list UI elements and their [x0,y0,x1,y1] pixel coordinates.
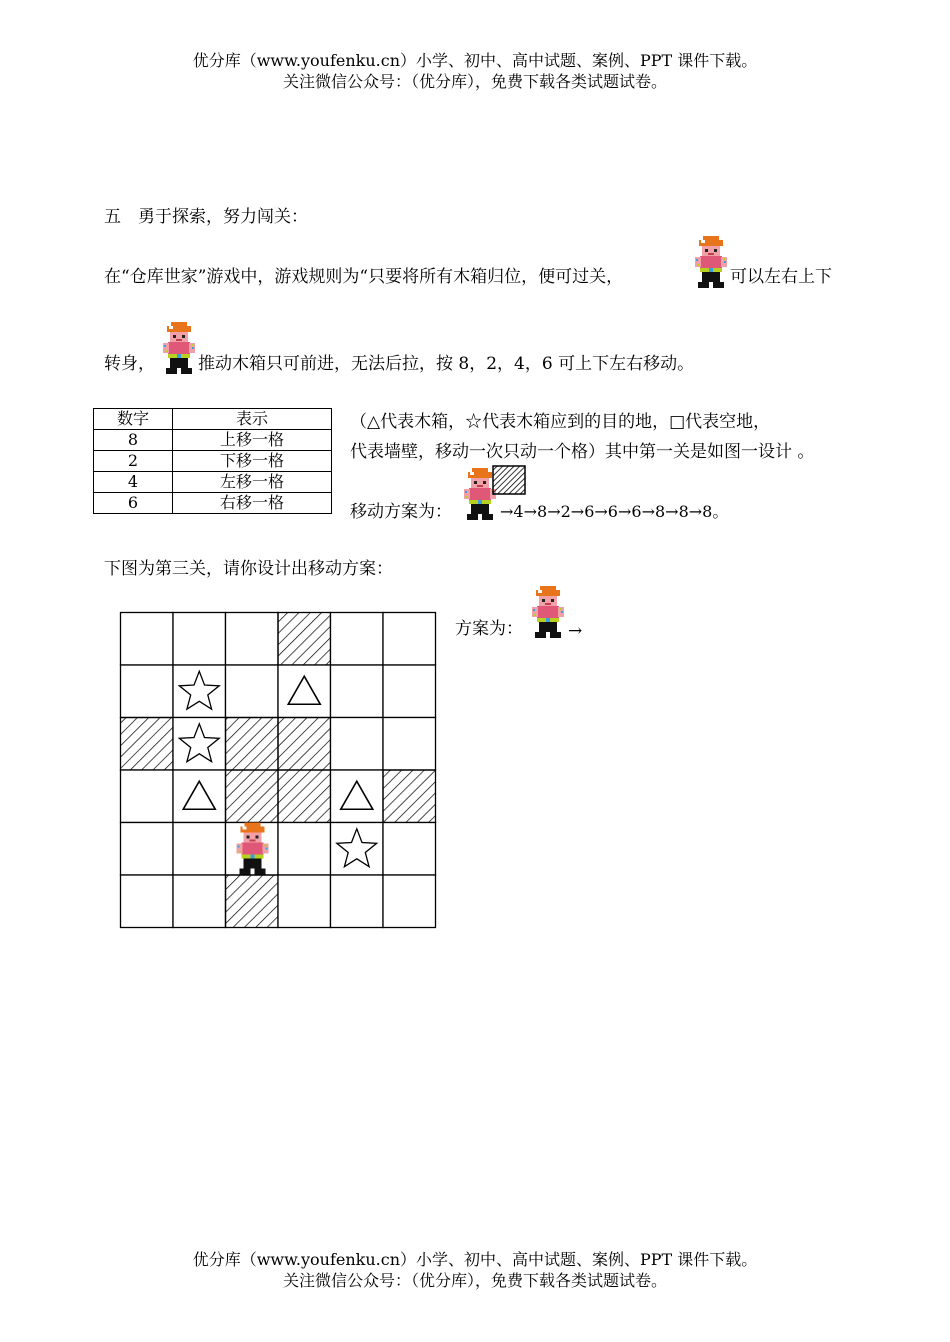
grid-cell [121,665,174,718]
wall-icon [492,465,526,495]
plan-label: 移动方案为： [350,502,452,522]
key-header-number: 数字 [94,409,173,430]
key-table-row [94,451,332,472]
key-number: 8 [94,430,173,451]
grid-cell [383,665,436,718]
key-table-header [94,409,332,430]
grid-cell [383,613,436,666]
answer-arrow: → [568,621,583,641]
rule-text-2: 可以左右上下 [730,267,832,287]
wall-cell [226,718,279,771]
key-number: 2 [94,451,173,472]
key-number: 6 [94,493,173,514]
wall-cell [278,770,331,823]
grid-cell [226,613,279,666]
legend-line-2: 代表墙壁，移动一次只动一个格）其中第一关是如图一设计 。 [350,442,815,462]
sequence-step: →6 [570,502,595,521]
grid-cell [331,718,384,771]
sequence-end: 。 [712,502,729,521]
footer-line-1: 优分库（www.youfenku.cn）小学、初中、高中试题、案例、PPT 课件下载。 [192,1250,758,1269]
grid-cell [331,613,384,666]
grid-cell [173,823,226,876]
worker-icon [693,234,729,290]
sequence-step: →8 [665,502,689,521]
sequence-step: →2 [547,502,571,521]
key-meaning: 左移一格 [173,472,332,493]
example-sequence [500,500,728,524]
sequence-step: →8 [641,502,666,521]
grid-cell [121,823,174,876]
grid-cell [383,823,436,876]
worker-icon [530,584,566,640]
grid-cell [173,613,226,666]
section-title: 五 勇于探索，努力闯关： [104,207,308,227]
sequence-step: →6 [594,502,618,521]
key-meaning: 右移一格 [173,493,332,514]
sequence-step: →4 [500,502,524,521]
key-table-row [94,472,332,493]
grid-cell [383,718,436,771]
worker-icon [161,320,197,376]
grid-cell [121,770,174,823]
key-table-row [94,493,332,514]
header-line-2: 关注微信公众号：（优分库），免费下载各类试题试卷。 [282,72,667,91]
grid-cell [383,875,436,928]
turn-text-1: 转身， [104,354,155,374]
grid-cell [121,613,174,666]
answer-label: 方案为： [455,619,523,639]
wall-cell [278,718,331,771]
grid-cell [278,823,331,876]
sequence-step: →6 [617,502,642,521]
key-number: 4 [94,472,173,493]
level3-prompt: 下图为第三关，请你设计出移动方案： [104,559,393,579]
wall-cell [226,770,279,823]
header-line-1: 优分库（www.youfenku.cn）小学、初中、高中试题、案例、PPT 课件下载。 [192,51,758,70]
key-table-row [94,430,332,451]
wall-cell [278,613,331,666]
key-meaning: 下移一格 [173,451,332,472]
footer-line-2: 关注微信公众号：（优分库），免费下载各类试题试卷。 [282,1271,667,1290]
wall-cell [121,718,174,771]
key-table [93,408,332,514]
turn-text-2: 推动木箱只可前进，无法后拉，按 8，2，4，6 可上下左右移动。 [198,354,695,374]
grid-cell [331,665,384,718]
sequence-step: →8 [523,502,548,521]
wall-cell [226,875,279,928]
grid-cell [331,875,384,928]
key-meaning: 上移一格 [173,430,332,451]
grid-cell [121,875,174,928]
grid-cell [173,875,226,928]
legend-line-1: （△代表木箱，☆代表木箱应到的目的地，□代表空地， [350,412,771,432]
grid-cell [226,665,279,718]
key-header-meaning: 表示 [173,409,332,430]
rule-text-1: 在“仓库世家”游戏中，游戏规则为“只要将所有木箱归位，便可过关， [104,267,624,287]
sequence-step: →8 [688,502,713,521]
wall-cell [383,770,436,823]
grid-cell [278,875,331,928]
level3-grid [119,611,439,931]
